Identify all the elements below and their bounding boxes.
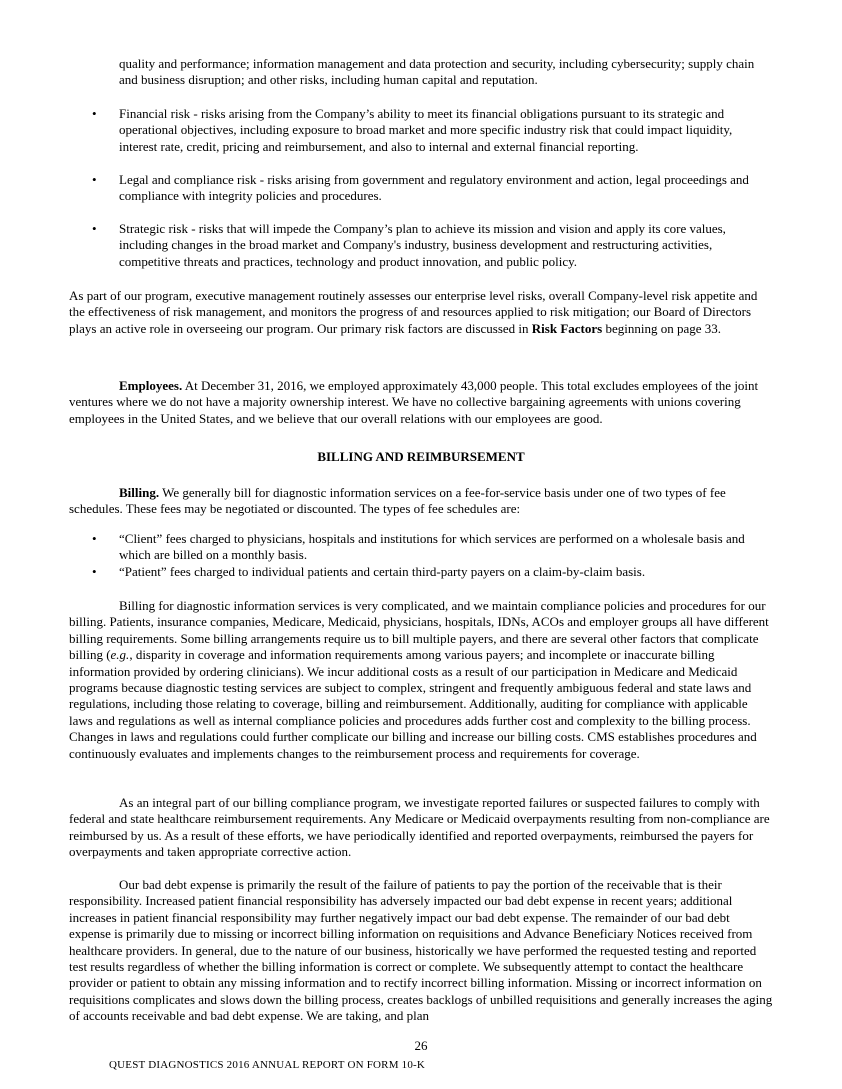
bullet-text: Strategic risk - risks that will impede the Company’s plan to achieve its mission and vision and apply its core values, including changes in the broad market and Company's industry, business development and restructuring activities, competitive threats and practices, technology and product innovation, and public policy. [119, 221, 726, 269]
fee-bullet-patient [92, 564, 773, 580]
billing-compliance-paragraph: As an integral part of our billing compliance program, we investigate reported failures or suspected failures to comply with federal and state healthcare reimbursement requirements. Any Medicare or Medicaid overpayments resulting from non-compliance are reimbursed by us. As a result of these efforts, we have periodically identified and reported overpayments, reimbursed the payers for overpayments and taken appropriate corrective action. [69, 795, 770, 860]
billing-complexity-paragraph [69, 598, 773, 762]
page-number: 26 [414, 1038, 428, 1053]
page-footer: QUEST DIAGNOSTICS 2016 ANNUAL REPORT ON FORM 10-K [109, 1059, 426, 1071]
employees-paragraph [69, 378, 773, 427]
complexity-text-a: Billing for diagnostic information services is very complicated, and we maintain compliance policies and procedures for our billing. Patients, insurance companies, Medicare, Medicaid, physicians, hospitals, IDNs, ACOs and employer groups all have different billing requirements. Some billing arrangements require us to bill multiple payers, and there are several other factors that complicate billing ( [69, 598, 769, 663]
program-tail: beginning on page 33. [602, 320, 722, 336]
bullet-text: Financial risk - risks arising from the Company’s ability to meet its financial obligations pursuant to its strategic and operational objectives, including exposure to broad market and more specific industry risk that could impact liquidity, interest rate, credit, pricing and reimbursement, and also to internal and external financial reporting. [119, 106, 733, 154]
billing-label: Billing. [119, 485, 160, 500]
program-text: As part of our program, executive management routinely assesses our enterprise level risks, overall Company-level risk appetite and the effectiveness of risk management, and monitors the progress of and resources applied to risk mitigation; our Board of Directors plays an active role in overseeing our program. Our primary risk factors are discussed in [69, 288, 758, 336]
bullet-text: Legal and compliance risk - risks arising from government and regulatory environment and action, legal proceedings and compliance with integrity policies and procedures. [119, 172, 749, 204]
section-heading: BILLING AND REIMBURSEMENT [317, 449, 525, 464]
risk-factors-reference: Risk Factors [531, 320, 603, 336]
bad-debt-paragraph: Our bad debt expense is primarily the result of the failure of patients to pay the portion of the receivable that is their responsibility. Increased patient financial responsibility has adversely impacted our bad debt expense in recent years; additional increases in patient financial responsibility may further negatively impact our bad debt expense. The remainder of our bad debt expense is primarily due to missing or incorrect billing information on requisitions and Advance Beneficiary Notices received from healthcare providers. In general, due to the nature of our business, historically we have performed the requested testing and reported test results regardless of whether the billing information is correct or complete. We subsequently attempt to contact the healthcare provider or patient to obtain any missing information and to rectify incorrect billing information. Missing or incorrect information on requisitions complicates and slows down the billing process, creates backlogs of unbilled requisitions and generally increases the aging of accounts receivable and bad debt expense. We are taking, and plan [69, 877, 773, 1024]
billing-text: We generally bill for diagnostic information services on a fee-for-service basis under one of two types of fee schedules. These fees may be negotiated or discounted. The types of fee schedules are: [69, 485, 726, 517]
employees-text: At December 31, 2016, we employed approximately 43,000 people. This total excludes employees of the joint ventures where we do not have a majority ownership interest. We have no collective bargaining agreements with unions covering employees in the United States, and we believe that our overall relations with our employees are good. [69, 378, 759, 426]
bullet-mark: • [92, 172, 97, 187]
risk-program-paragraph [69, 288, 773, 337]
bullet-mark: • [92, 564, 97, 579]
billing-paragraph [69, 485, 773, 518]
bullet-mark: • [92, 531, 97, 546]
employees-label: Employees. [119, 378, 183, 393]
risk-bullet-legal [92, 172, 773, 205]
risk-bullet-financial [92, 106, 773, 155]
bullet-mark: • [92, 106, 97, 121]
fee-bullet-client [92, 531, 773, 564]
complexity-italic: e.g. [110, 647, 130, 663]
bullet-mark: • [92, 221, 97, 236]
bullet-text: “Patient” fees charged to individual patients and certain third-party payers on a claim-by-claim basis. [119, 564, 646, 579]
risk-bullet-strategic [92, 221, 773, 270]
risk-continuation-text: quality and performance; information management and data protection and security, including cybersecurity; supply chain and business disruption; and other risks, including human capital and reputation. [119, 56, 755, 88]
bullet-text: “Client” fees charged to physicians, hospitals and institutions for which services are performed on a wholesale basis and which are billed on a monthly basis. [119, 531, 745, 563]
complexity-text-b: , disparity in coverage and information requirements among various payers; and incomplete or inaccurate billing information provided by ordering clinicians). We incur additional costs as a result of our participation in Medicare and Medicaid programs because diagnostic testing services are subject to complex, stringent and frequently ambiguous federal and state laws and regulations, including those relating to coverage, billing and reimbursement. Additionally, auditing for compliance with applicable laws and regulations as well as internal compliance policies and procedures adds further cost and complexity to the billing process. Changes in laws and regulations could further complicate our billing and increase our billing costs. CMS establishes procedures and continuously evaluates and implements changes to the reimbursement process and requirements for coverage. [69, 647, 757, 761]
